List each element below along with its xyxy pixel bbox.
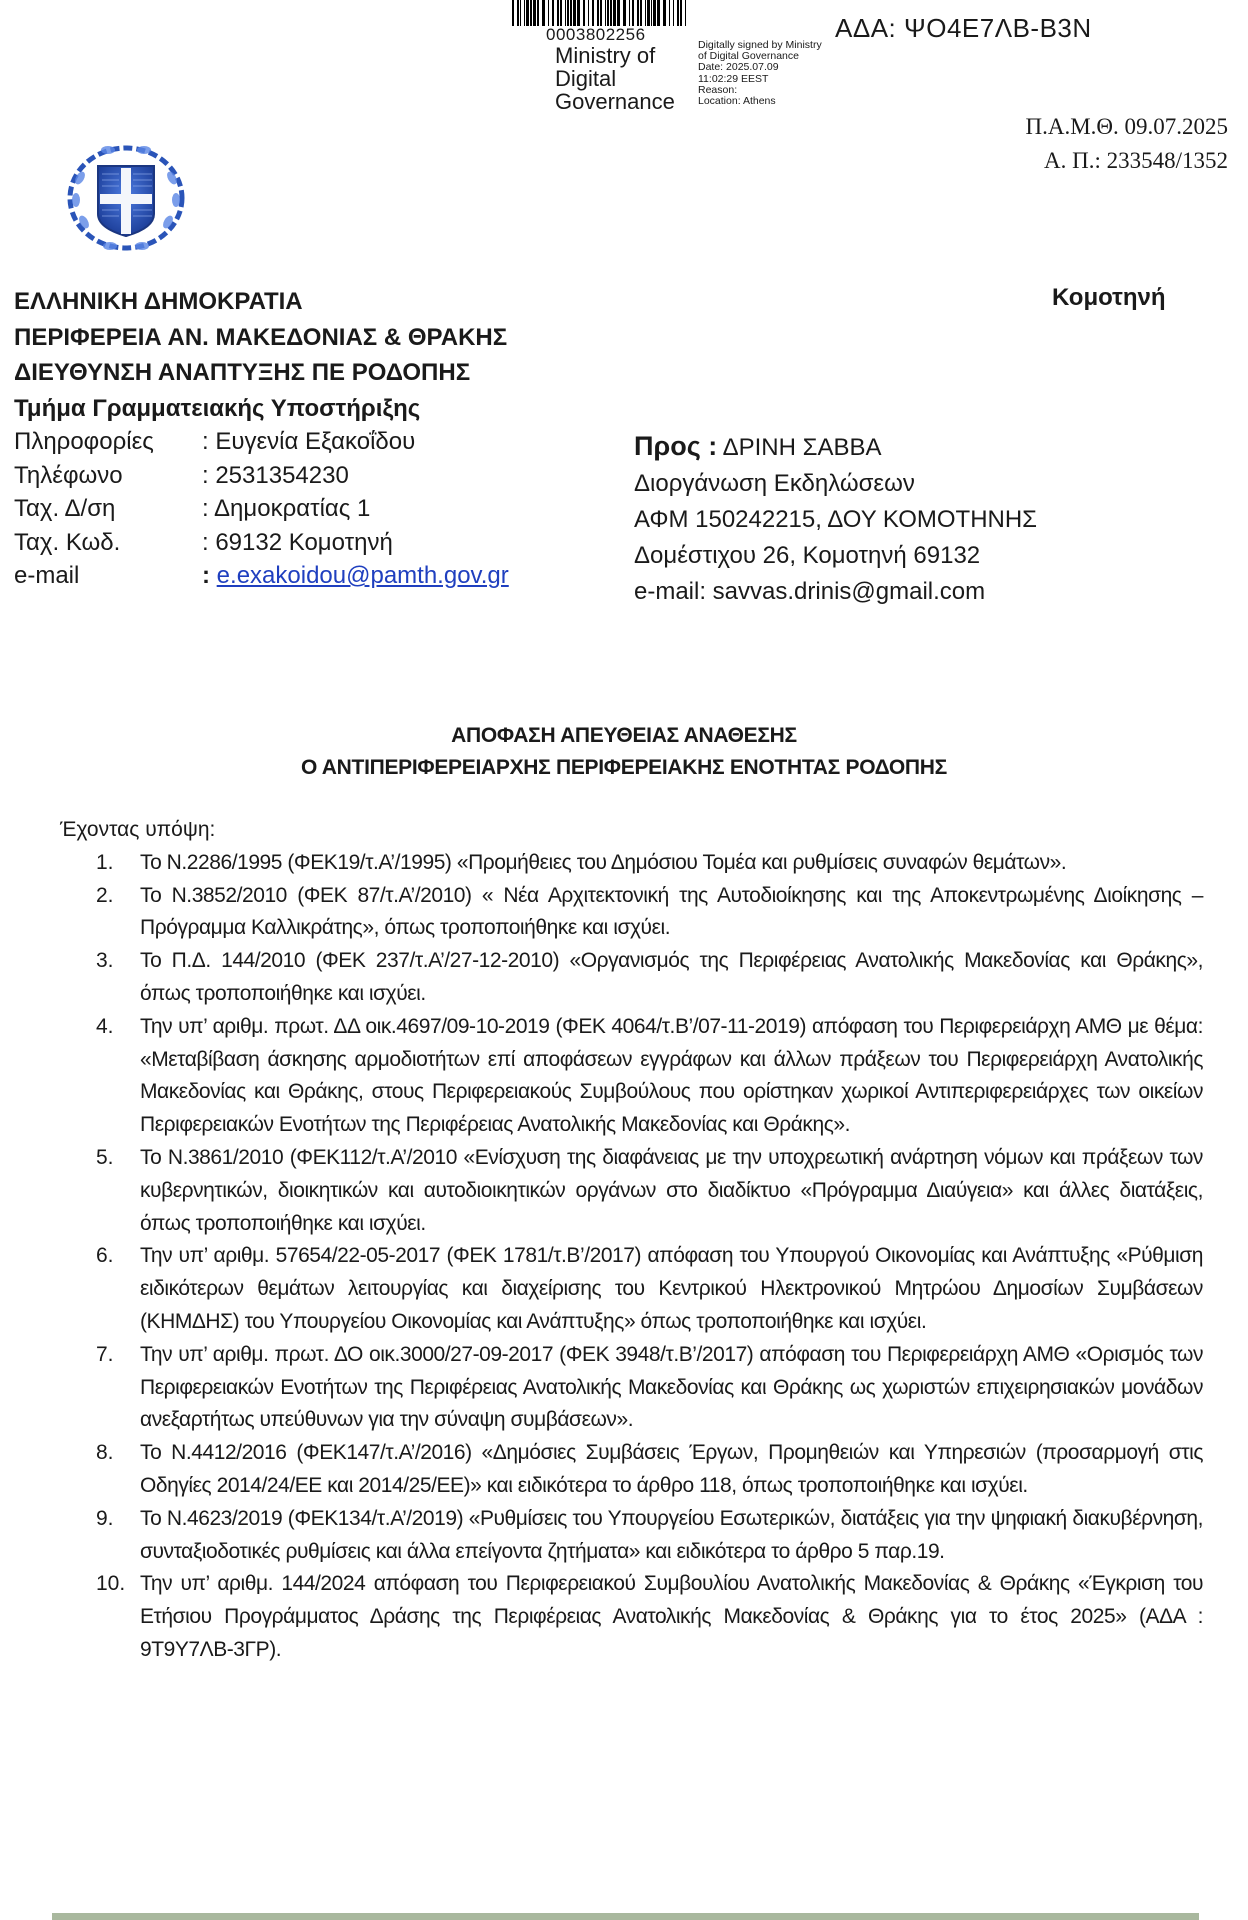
digital-signature: [698, 40, 822, 107]
barcode-bar: [577, 0, 580, 26]
org-line: Τμήμα Γραμματειακής Υποστήριξης: [14, 394, 421, 422]
item-number: 5.: [96, 1145, 114, 1169]
barcode-bar: [617, 0, 620, 26]
recipient-block: [634, 428, 1037, 610]
signature-line: Digitally signed by Ministry: [698, 39, 822, 51]
signature-line: Date: 2025.07.09: [698, 61, 779, 74]
document-body: [60, 814, 1203, 1667]
barcode-bar: [520, 0, 522, 26]
recipient-line: e-mail: savvas.drinis@gmail.com: [634, 578, 986, 605]
item-text: Το Π.Δ. 144/2010 (ΦΕΚ 237/τ.Α’/27-12-2010) «Οργανισμός της Περιφέρειας Ανατολικής Μακεδονίας και Θράκης», όπως τροποποιήθηκε και ισχύει.: [140, 949, 1203, 1005]
title-line: Ο ΑΝΤΙΠΕΡΙΦΕΡΕΙΑΡΧΗΣ ΠΕΡΙΦΕΡΕΙΑΚΗΣ ΕΝΟΤΗΤΑΣ ΡΟΔΟΠΗΣ: [301, 756, 947, 779]
email-prefix: :: [202, 562, 217, 589]
issuer-line: Governance: [555, 89, 675, 114]
barcode-bar: [607, 0, 610, 26]
item-text: Το Ν.3852/2010 (ΦΕΚ 87/τ.Α’/2010) « Νέα Αρχιτεκτονική της Αυτοδιοίκησης και της Αποκεντρωμένης Διοίκησης – Πρόγραμμα Καλλικράτης», όπως τροποποιήθηκε και ισχύει.: [140, 883, 1203, 940]
barcode-number: 0003802256: [546, 25, 646, 44]
barcode-bar: [600, 0, 602, 26]
item-text: Την υπ’ αριθμ. 144/2024 απόφαση του Περιφερειακού Συμβουλίου Ανατολικής Μακεδονίας & Θράκης «Έγκριση του Ετήσιου Προγράμματος Δράσης της Περιφέρειας Ανατολικής Μακεδονίας & Θράκης για το έτος 2025» (ΑΔΑ : 9Τ9Υ7ΛΒ-3ΓΡ).: [140, 1572, 1203, 1661]
recipient-line: ΑΦΜ 150242215, ΔΟΥ ΚΟΜΟΤΗΝΗΣ: [634, 506, 1038, 533]
ada-code: ΑΔΑ: ΨΟ4Ε7ΛΒ-Β3Ν: [835, 13, 1092, 43]
contact-value: : 69132 Κομοτηνή: [202, 528, 393, 556]
list-item: [60, 1339, 1203, 1437]
city: Κομοτηνή: [1052, 284, 1166, 311]
barcode-bar: [653, 0, 656, 26]
list-item: [60, 880, 1203, 946]
recipient-line: Δομέστιχου 26, Κομοτηνή 69132: [634, 542, 981, 569]
barcode-bar: [645, 0, 646, 26]
barcode-bar: [680, 0, 682, 26]
signature-line: 11:02:29 EEST: [698, 72, 769, 85]
recipient-prefix: Προς :: [634, 431, 718, 461]
recipient-name: ΔΡΙΝΗ ΣΑΒΒΑ: [717, 434, 882, 461]
contact-label: Ταχ. Δ/ση: [14, 495, 116, 522]
item-text: Την υπ’ αριθμ. πρωτ. ΔΔ οικ.4697/09-10-2019 (ΦΕΚ 4064/τ.Β’/07-11-2019) απόφαση του Περιφερειάρχη ΑΜΘ με θέμα: «Μεταβίβαση άσκησης αρμοδιοτήτων επί αποφάσεων εγγράφων και άλλων πράξεων του Περιφερειάρχη Ανατολικής Μακεδονίας και Θράκης, στους Περιφερειακούς Συμβούλους που ορίστηκαν χωρικοί Αντιπεριφερειάρχες των οικείων Περιφερειακών Ενοτήτων της Περιφέρειας Ανατολικής Μακεδονίας και Θράκης».: [140, 1014, 1203, 1137]
contact-value: : 2531354230: [202, 461, 349, 489]
barcode-bar: [573, 0, 576, 26]
contact-label: Πληροφορίες: [14, 428, 154, 455]
reference-date: Π.Α.Μ.Θ. 09.07.2025: [1025, 114, 1228, 139]
item-number: 9.: [96, 1506, 114, 1530]
footer-divider: [52, 1913, 1199, 1920]
protocol-reference: [1025, 110, 1228, 178]
sender-email-link[interactable]: e.exakoidou@pamth.gov.gr: [216, 562, 509, 589]
org-line: ΠΕΡΙΦΕΡΕΙΑ ΑΝ. ΜΑΚΕΔΟΝΙΑΣ & ΘΡΑΚΗΣ: [14, 323, 508, 351]
barcode-bar: [557, 0, 559, 26]
barcode-bar: [524, 0, 525, 26]
list-item: [60, 1568, 1203, 1666]
list-item: [60, 945, 1203, 1011]
list-item: [60, 1503, 1203, 1569]
barcode-bar: [583, 0, 586, 26]
barcode-bar: [512, 0, 514, 26]
item-number: 8.: [96, 1441, 114, 1465]
barcode-bar: [657, 0, 660, 26]
considerations-intro: Έχοντας υπόψη:: [60, 818, 216, 841]
contact-label: e-mail: [14, 562, 80, 589]
barcode-bar: [669, 0, 670, 26]
item-number: 3.: [96, 949, 114, 973]
barcode-bar: [533, 0, 536, 26]
signature-line: Reason:: [698, 83, 738, 96]
barcode-bar: [597, 0, 599, 26]
item-text: Την υπ’ αριθμ. πρωτ. ΔΟ οικ.3000/27-09-2017 (ΦΕΚ 3948/τ.Β’/2017) απόφαση του Περιφερειάρχη ΑΜΘ «Ορισμός των Περιφερειακών Ενοτήτων της Περιφέρειας Ανατολικής Μακεδονίας και Θράκης ως χωριστών επιχειρησιακών μονάδων ανεξαρτήτως υπεύθυνων για την σύναψη συμβάσεων».: [140, 1342, 1203, 1432]
barcode-bar: [530, 0, 532, 26]
signature-line: of Digital Governance: [698, 50, 799, 63]
barcode-bar: [537, 0, 540, 26]
item-number: 6.: [96, 1244, 114, 1268]
item-number: 2.: [96, 883, 114, 907]
item-text: Το Ν.4623/2019 (ΦΕΚ134/τ.Α’/2019) «Ρυθμίσεις του Υπουργείου Εσωτερικών, διατάξεις για την ψηφιακή διακυβέρνηση, συνταξιοδοτικές ρυθμίσεις και άλλα επείγοντα ζητήματα» και ειδικότερα το άρθρο 5 παρ.19.: [140, 1506, 1203, 1563]
item-number: 1.: [96, 850, 114, 874]
issuer-line: Ministry of: [555, 43, 656, 68]
sender-contacts: [14, 425, 509, 593]
barcode: [512, 0, 687, 26]
barcode-bar: [632, 0, 634, 26]
barcode-bar: [677, 0, 679, 26]
item-text: Το Ν.2286/1995 (ΦΕΚ19/τ.Α’/1995) «Προμήθειες του Δημόσιου Τομέα και ρυθμίσεις συναφών θεμάτων».: [140, 850, 1067, 874]
item-number: 10.: [96, 1572, 126, 1596]
barcode-bar: [629, 0, 630, 26]
item-text: Την υπ’ αριθμ. 57654/22-05-2017 (ΦΕΚ 1781/τ.Β’/2017) απόφαση του Υπουργού Οικονομίας και Ανάπτυξης «Ρύθμιση ειδικότερων θεμάτων λειτουργίας και διαχείρισης του Κεντρικού Ηλεκτρονικού Μητρώου Δημοσίων Συμβάσεων (ΚΗΜΔΗΣ) του Υπουργείου Οικονομίας και Ανάπτυξης» όπως τροποποιήθηκε και ισχύει.: [140, 1244, 1203, 1333]
contact-value: : Ευγενία Εξακοΐδου: [202, 428, 416, 455]
greek-coat-of-arms-icon: [58, 138, 194, 256]
barcode-bar: [640, 0, 642, 26]
contact-row: [14, 559, 509, 593]
list-item: [60, 1437, 1203, 1503]
barcode-bar: [647, 0, 650, 26]
list-item: [60, 847, 1203, 880]
list-item: [60, 1011, 1203, 1142]
list-item: [60, 1142, 1203, 1240]
barcode-bar: [663, 0, 666, 26]
contact-row: [14, 425, 509, 459]
barcode-bar: [651, 0, 653, 26]
barcode-bar: [552, 0, 554, 26]
considerations-list: [60, 847, 1203, 1667]
contact-row: [14, 492, 509, 526]
barcode-bar: [588, 0, 589, 26]
recipient-name-line: [634, 428, 1037, 466]
barcode-bar: [610, 0, 612, 26]
contact-row: [14, 526, 509, 560]
contact-label: Τηλέφωνο: [14, 461, 123, 489]
barcode-bar: [526, 0, 529, 26]
item-number: 4.: [96, 1014, 114, 1038]
issuer-line: Digital: [555, 66, 617, 91]
list-item: [60, 1240, 1203, 1338]
barcode-bar: [570, 0, 572, 26]
title-line: ΑΠΟΦΑΣΗ ΑΠΕΥΘΕΙΑΣ ΑΝΑΘΕΣΗΣ: [451, 724, 797, 747]
barcode-bar: [542, 0, 545, 26]
reference-number: Α. Π.: 233548/1352: [1044, 148, 1228, 173]
contact-row: [14, 459, 509, 493]
signature-line: Location: Athens: [698, 95, 776, 108]
barcode-bar: [685, 0, 686, 26]
sender-organization: [14, 284, 507, 426]
recipient-line: Διοργάνωση Εκδηλώσεων: [634, 470, 915, 497]
barcode-bar: [592, 0, 594, 26]
org-line: ΕΛΛΗΝΙΚΗ ΔΗΜΟΚΡΑΤΙΑ: [14, 288, 303, 315]
contact-label: Ταχ. Κωδ.: [14, 528, 121, 556]
item-text: Το Ν.4412/2016 (ΦΕΚ147/τ.Α’/2016) «Δημόσιες Συμβάσεις Έργων, Προμηθειών και Υπηρεσιών (προσαρμογή στις Οδηγίες 2014/24/ΕΕ και 2014/25/ΕΕ)» και ειδικότερα το άρθρο 118, όπως τροποποιήθηκε και ισχύει.: [140, 1441, 1203, 1497]
item-text: Το Ν.3861/2010 (ΦΕΚ112/τ.Α’/2010 «Ενίσχυση της διαφάνειας με την υποχρεωτική ανάρτηση νόμων και πράξεων των κυβερνητικών, διοικητικών και αυτοδιοικητικών οργάνων στο διαδίκτυο «Πρόγραμμα Διαύγεια» και άλλες διατάξεις, όπως τροποποιήθηκε και ισχύει.: [140, 1145, 1203, 1235]
barcode-bar: [548, 0, 549, 26]
barcode-bar: [565, 0, 566, 26]
decision-title: [0, 720, 1248, 784]
barcode-bar: [567, 0, 570, 26]
barcode-bar: [673, 0, 675, 26]
barcode-bar: [560, 0, 562, 26]
contact-value: [202, 559, 509, 593]
barcode-bar: [613, 0, 616, 26]
item-number: 7.: [96, 1342, 114, 1366]
barcode-bar: [637, 0, 639, 26]
issuer-name: [555, 44, 675, 113]
barcode-bar: [517, 0, 519, 26]
contact-value: : Δημοκρατίας 1: [202, 495, 371, 522]
barcode-bar: [605, 0, 606, 26]
barcode-bar: [623, 0, 626, 26]
org-line: ΔΙΕΥΘΥΝΣΗ ΑΝΑΠΤΥΞΗΣ ΠΕ ΡΟΔΟΠΗΣ: [14, 359, 471, 386]
